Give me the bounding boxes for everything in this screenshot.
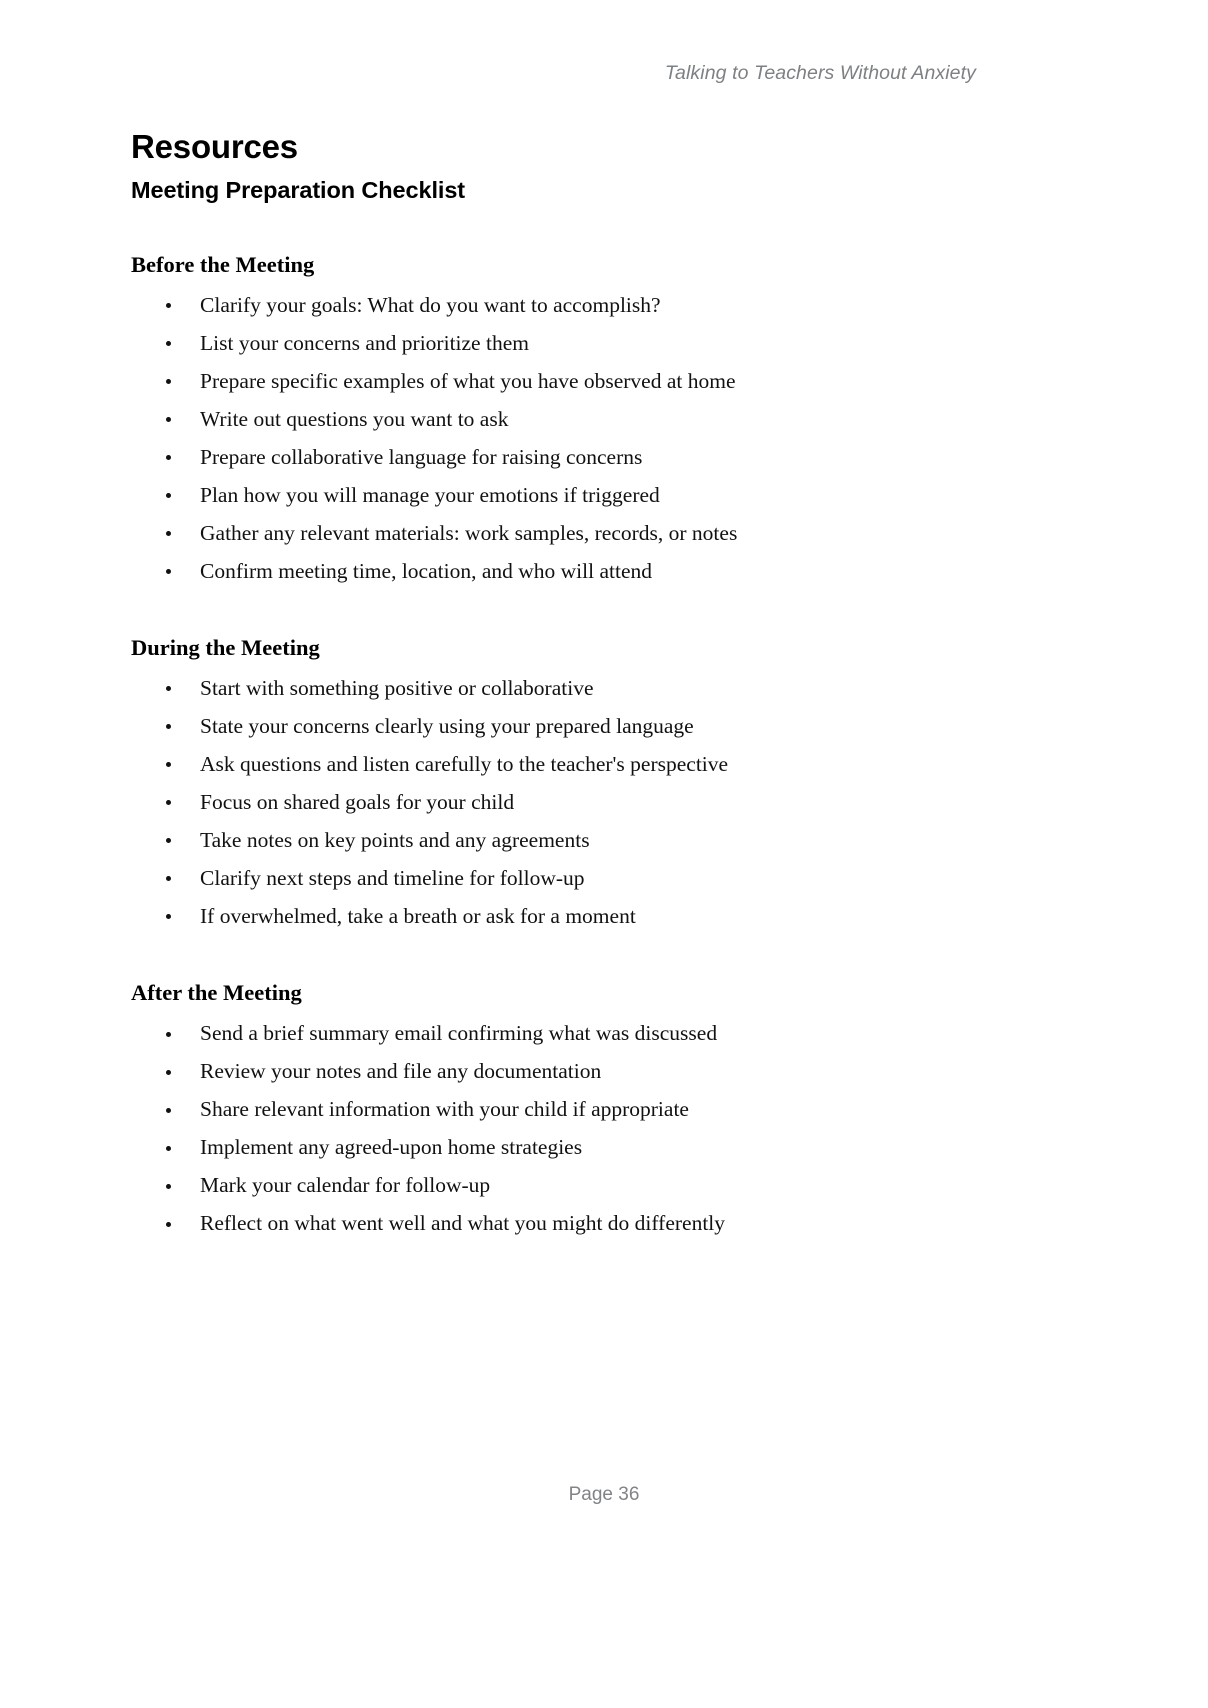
bullet-dot-icon (166, 493, 171, 498)
bullet-dot-icon (166, 379, 171, 384)
checklist-during (131, 669, 991, 935)
list-item (131, 745, 991, 783)
bullet-dot-icon (166, 303, 171, 308)
list-item-label: Gather any relevant materials: work samples, records, or notes (200, 520, 738, 545)
bullet-dot-icon (166, 838, 171, 843)
list-item (131, 897, 991, 935)
bullet-dot-icon (166, 455, 171, 460)
list-item (131, 1167, 991, 1205)
list-item-label: Implement any agreed-upon home strategies (200, 1134, 583, 1159)
section-after-the-meeting (131, 979, 991, 1242)
list-item-label: Review your notes and file any documentation (200, 1058, 602, 1083)
list-item-label: Ask questions and listen carefully to the teacher's perspective (200, 751, 729, 776)
bullet-dot-icon (166, 800, 171, 805)
list-item (131, 552, 991, 590)
section-during-the-meeting (131, 634, 991, 935)
bullet-dot-icon (166, 1184, 171, 1189)
list-item (131, 1091, 991, 1129)
list-item (131, 783, 991, 821)
list-item-label: If overwhelmed, take a breath or ask for a moment (200, 903, 636, 928)
bullet-dot-icon (166, 914, 171, 919)
bullet-dot-icon (166, 724, 171, 729)
list-item-label: Write out questions you want to ask (200, 406, 509, 431)
list-item-label: Mark your calendar for follow-up (200, 1172, 491, 1197)
list-item (131, 286, 991, 324)
checklist-after (131, 1015, 991, 1243)
list-item (131, 859, 991, 897)
list-item (131, 514, 991, 552)
page-subtitle: Meeting Preparation Checklist (131, 176, 466, 203)
section-before-the-meeting (131, 251, 991, 590)
section-heading: Before the Meeting (131, 252, 315, 278)
bullet-dot-icon (166, 1146, 171, 1151)
list-item-label: Start with something positive or collaborative (200, 675, 594, 700)
bullet-dot-icon (166, 762, 171, 767)
bullet-dot-icon (166, 531, 171, 536)
list-item-label: List your concerns and prioritize them (200, 330, 529, 355)
bullet-dot-icon (166, 686, 171, 691)
list-item (131, 438, 991, 476)
bullet-dot-icon (166, 341, 171, 346)
list-item-label: Focus on shared goals for your child (200, 789, 515, 814)
list-item-label: Prepare collaborative language for raising concerns (200, 444, 643, 469)
bullet-dot-icon (166, 417, 171, 422)
list-item (131, 324, 991, 362)
list-item-label: Reflect on what went well and what you might do differently (200, 1210, 726, 1235)
list-item-label: Clarify next steps and timeline for follow-up (200, 865, 585, 890)
list-item (131, 1053, 991, 1091)
list-item (131, 400, 991, 438)
list-item (131, 476, 991, 514)
list-item-label: Confirm meeting time, location, and who will attend (200, 558, 653, 583)
list-item (131, 669, 991, 707)
bullet-dot-icon (166, 876, 171, 881)
section-heading: After the Meeting (131, 980, 302, 1006)
section-heading: During the Meeting (131, 635, 320, 661)
list-item-label: State your concerns clearly using your prepared language (200, 713, 694, 738)
list-item-label: Clarify your goals: What do you want to accomplish? (200, 292, 661, 317)
list-item-label: Share relevant information with your child if appropriate (200, 1096, 689, 1121)
list-item (131, 707, 991, 745)
list-item-label: Plan how you will manage your emotions if triggered (200, 482, 660, 507)
checklist-before (131, 286, 991, 590)
page-content (131, 128, 991, 1243)
page-title: Resources (131, 128, 298, 165)
bullet-dot-icon (166, 569, 171, 574)
list-item (131, 362, 991, 400)
list-item (131, 821, 991, 859)
running-header: Talking to Teachers Without Anxiety (664, 62, 976, 84)
bullet-dot-icon (166, 1070, 171, 1075)
list-item (131, 1129, 991, 1167)
bullet-dot-icon (166, 1108, 171, 1113)
list-item-label: Take notes on key points and any agreements (200, 827, 590, 852)
list-item-label: Prepare specific examples of what you have observed at home (200, 368, 736, 393)
list-item-label: Send a brief summary email confirming what was discussed (200, 1020, 718, 1045)
bullet-dot-icon (166, 1032, 171, 1037)
list-item (131, 1015, 991, 1053)
page-number-footer: Page 36 (568, 1484, 640, 1505)
list-item (131, 1205, 991, 1243)
bullet-dot-icon (166, 1222, 171, 1227)
